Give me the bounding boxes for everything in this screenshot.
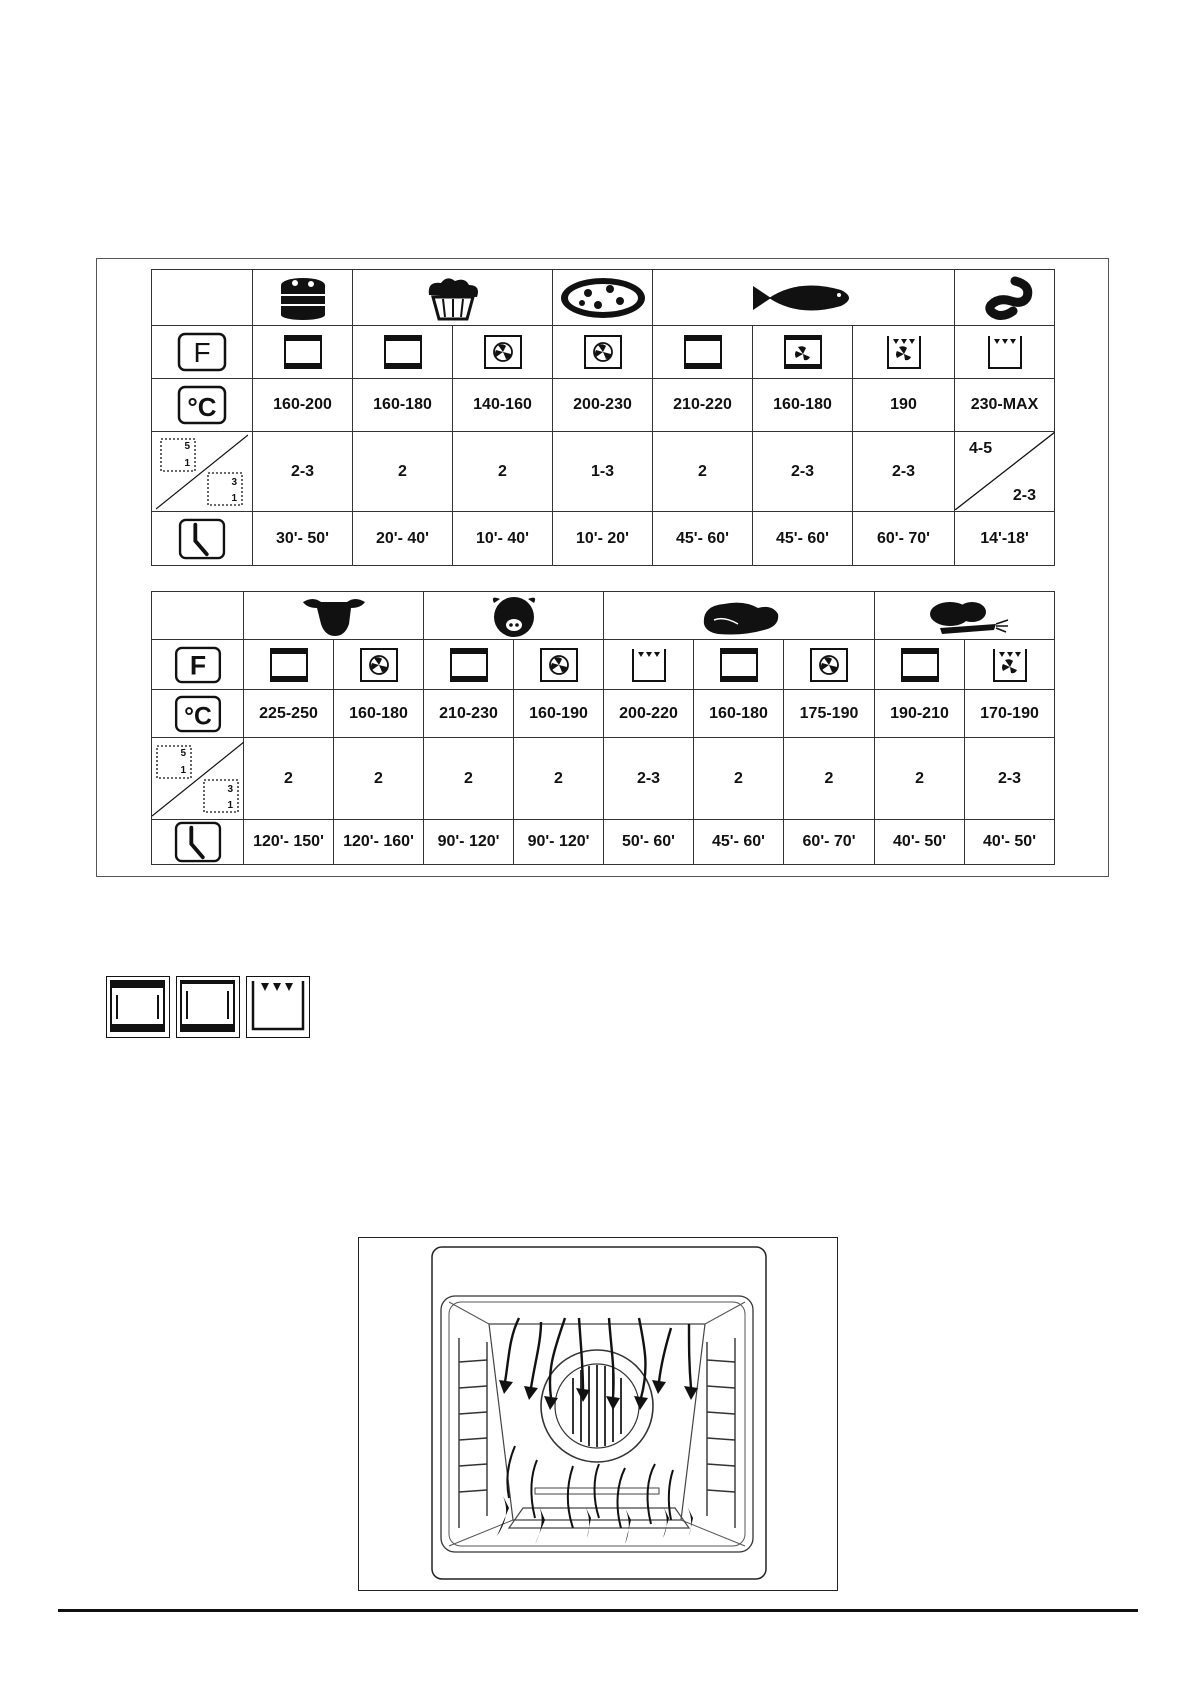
top-bottom-heat-icon: [176, 976, 240, 1038]
left-rack: [459, 1338, 487, 1528]
shelf-level-lower: 2-3: [1012, 487, 1036, 504]
svg-text:1: 1: [227, 799, 233, 811]
fan-ring-icon: [583, 334, 623, 370]
airflow-arrowheads: [499, 1380, 698, 1410]
svg-text:1: 1: [184, 457, 190, 469]
header-blank: [152, 270, 253, 326]
muffin-icon: [353, 270, 553, 326]
shelf-level-value: 2-3: [253, 432, 353, 512]
shelf-level-value: 1-3: [553, 432, 653, 512]
function-label: [152, 640, 244, 690]
shelf-level-value: 2: [784, 738, 875, 820]
temperature-label-text: °C: [187, 392, 217, 422]
fan-ring-icon: [539, 647, 579, 683]
function-cell: [244, 640, 334, 690]
poultry-icon: [604, 592, 875, 640]
function-cell: [694, 640, 784, 690]
beef-icon: [299, 594, 369, 638]
shelf-level-value: 2: [453, 432, 553, 512]
time-label: [152, 820, 244, 865]
shelf-level-value: 2-3: [965, 738, 1055, 820]
function-cell: [653, 326, 753, 379]
time-value: 14'-18': [955, 512, 1055, 566]
top-bottom-heat-icon: [449, 647, 489, 683]
function-cell: [253, 326, 353, 379]
pork-icon: [424, 592, 604, 640]
poultry-icon: [694, 594, 784, 638]
function-cell: [955, 326, 1055, 379]
grill-fan-icon: [990, 647, 1030, 683]
shelf-level-value: 2: [653, 432, 753, 512]
temperature-value: 160-180: [753, 379, 853, 432]
function-cell: [753, 326, 853, 379]
shelf-level-value: 2: [244, 738, 334, 820]
temperature-value: 230-MAX: [955, 379, 1055, 432]
function-cell: [875, 640, 965, 690]
svg-text:3: 3: [231, 476, 237, 488]
function-cell: [424, 640, 514, 690]
svg-text:5: 5: [184, 440, 190, 452]
sausage-icon: [955, 270, 1055, 326]
sausage-icon: [975, 275, 1035, 321]
muffin-icon: [421, 275, 485, 321]
time-value: 45'- 60': [694, 820, 784, 865]
function-cell: [514, 640, 604, 690]
cooking-table-2: [151, 591, 1055, 865]
temperature-value: 210-220: [653, 379, 753, 432]
function-cell: [334, 640, 424, 690]
grill-fan-icon: [884, 334, 924, 370]
time-value: 10'- 40': [453, 512, 553, 566]
fan-ring-icon: [809, 647, 849, 683]
temperature-value: 140-160: [453, 379, 553, 432]
function-cell: [553, 326, 653, 379]
footer-rule: [58, 1609, 1138, 1612]
grill-icon: [246, 976, 310, 1038]
function-cell: [853, 326, 955, 379]
top-bottom-heat-icon: [269, 647, 309, 683]
vegetables-icon: [875, 592, 1055, 640]
fan-ring-icon: [483, 334, 523, 370]
cooking-table-1: [151, 269, 1055, 566]
pizza-icon: [553, 270, 653, 326]
airflow-up-arrows: [507, 1446, 673, 1528]
time-value: 40'- 50': [965, 820, 1055, 865]
cake-icon: [253, 270, 353, 326]
temperature-value: 210-230: [424, 690, 514, 738]
function-legend: [106, 976, 312, 1040]
shelf-level-value: 2: [514, 738, 604, 820]
svg-text:5: 5: [180, 747, 186, 759]
svg-text:3: 3: [227, 783, 233, 795]
temperature-value: 160-180: [694, 690, 784, 738]
time-value: 10'- 20': [553, 512, 653, 566]
temperature-value: 190: [853, 379, 955, 432]
function-cell: [604, 640, 694, 690]
temperature-value: 190-210: [875, 690, 965, 738]
time-label: [152, 512, 253, 566]
shelf-level-upper: 4-5: [969, 440, 993, 457]
time-value: 45'- 60': [653, 512, 753, 566]
time-value: 40'- 50': [875, 820, 965, 865]
shelf-level-value: 2: [694, 738, 784, 820]
fish-icon: [653, 270, 955, 326]
temperature-value: 160-180: [353, 379, 453, 432]
time-value: 50'- 60': [604, 820, 694, 865]
oven-cavity-drawing: [359, 1238, 836, 1589]
top-bottom-heat-icon: [719, 647, 759, 683]
time-value: 45'- 60': [753, 512, 853, 566]
time-value: 90'- 120': [424, 820, 514, 865]
function-label-text: F: [189, 650, 206, 680]
grill-icon: [985, 334, 1025, 370]
pizza-icon: [558, 275, 648, 321]
header-blank: [152, 592, 244, 640]
top-bottom-heat-icon: [683, 334, 723, 370]
fan-top-bottom-icon: [783, 334, 823, 370]
top-bottom-heat-icon: [106, 976, 170, 1038]
shelf-level-value: 2: [875, 738, 965, 820]
temperature-label: [152, 690, 244, 738]
temperature-label-text: °C: [183, 702, 212, 730]
top-bottom-heat-icon: [900, 647, 940, 683]
temperature-label: [152, 379, 253, 432]
function-cell: [353, 326, 453, 379]
shelf-level-split: [955, 432, 1055, 512]
shelf-level-value: 2-3: [853, 432, 955, 512]
fish-icon: [749, 278, 859, 318]
temperature-value: 225-250: [244, 690, 334, 738]
beef-icon: [244, 592, 424, 640]
top-bottom-heat-icon: [383, 334, 423, 370]
grill-icon: [629, 647, 669, 683]
temperature-value: 200-230: [553, 379, 653, 432]
time-value: 20'- 40': [353, 512, 453, 566]
top-bottom-heat-icon: [283, 334, 323, 370]
cake-icon: [271, 275, 335, 321]
oven-airflow-illustration: [358, 1237, 838, 1591]
pork-icon: [484, 593, 544, 639]
svg-text:1: 1: [180, 764, 186, 776]
temperature-value: 200-220: [604, 690, 694, 738]
right-rack: [707, 1338, 735, 1528]
temperature-value: 170-190: [965, 690, 1055, 738]
time-value: 120'- 160': [334, 820, 424, 865]
function-label-text: F: [193, 337, 211, 368]
svg-text:1: 1: [231, 492, 237, 504]
shelf-level-value: 2: [424, 738, 514, 820]
time-value: 120'- 150': [244, 820, 334, 865]
time-value: 60'- 70': [784, 820, 875, 865]
function-cell: [784, 640, 875, 690]
temperature-value: 160-180: [334, 690, 424, 738]
shelf-level-label: [152, 738, 244, 820]
shelf-level-value: 2-3: [604, 738, 694, 820]
time-value: 60'- 70': [853, 512, 955, 566]
temperature-value: 160-190: [514, 690, 604, 738]
function-cell: [965, 640, 1055, 690]
shelf-level-label: [152, 432, 253, 512]
time-value: 90'- 120': [514, 820, 604, 865]
function-cell: [453, 326, 553, 379]
temperature-value: 160-200: [253, 379, 353, 432]
function-label: [152, 326, 253, 379]
shelf-level-value: 2-3: [753, 432, 853, 512]
shelf-level-value: 2: [353, 432, 453, 512]
time-value: 30'- 50': [253, 512, 353, 566]
shelf-level-value: 2: [334, 738, 424, 820]
vegetables-icon: [920, 594, 1010, 638]
fan-ring-icon: [359, 647, 399, 683]
temperature-value: 175-190: [784, 690, 875, 738]
